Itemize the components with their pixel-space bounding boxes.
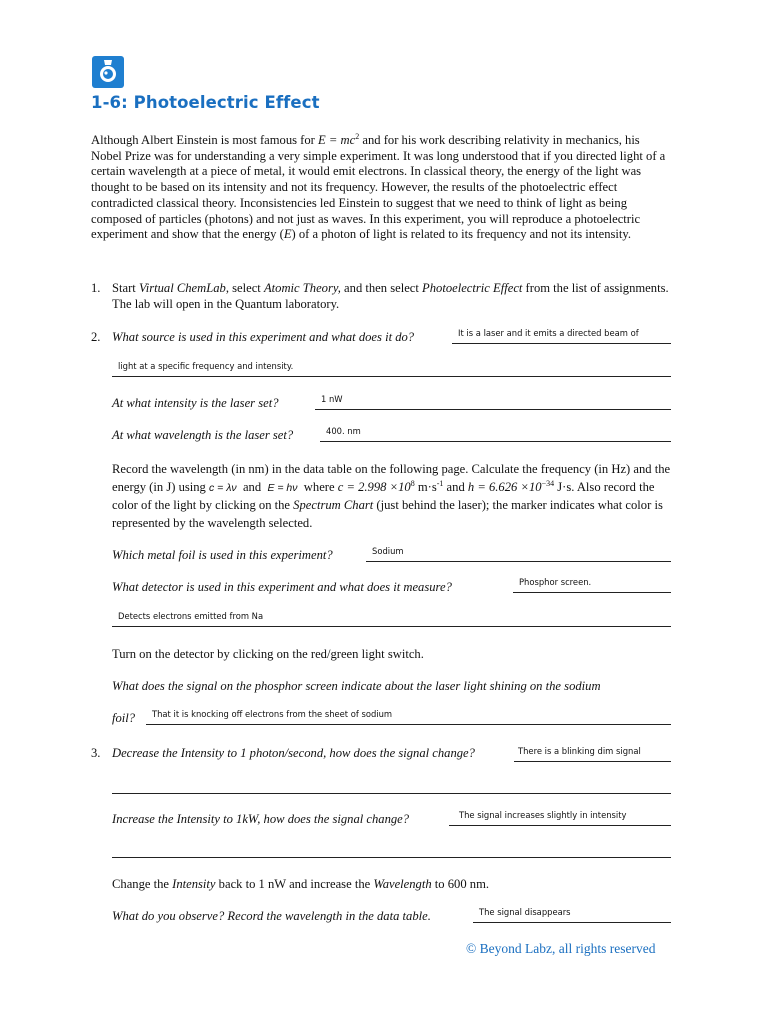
intro-paragraph <box>91 133 671 243</box>
page-title: 1-6: Photoelectric Effect <box>91 93 320 112</box>
photoelectric-effect-label: Photoelectric Effect <box>422 281 523 295</box>
intensity-label: Intensity <box>172 877 216 891</box>
answer-foil[interactable]: Sodium <box>366 546 671 562</box>
intro-text: and for his work describing relativity in mechanics, his Nobel Prize was for understanding a very simple experiment. It was long understood that if you directed light of a certain wavelength at a piece of metal, it would emit electrons. In classical theory, the energy of the light was thought to be based on its intensity and not its frequency. However, the results of the photoelectric effect contradicted classical theory. Inconsistencies led Einstein to suggest that we need to think of light as being composed of particles (photons) and not just as waves. In this experiment, you will reproduce a photoelectric experiment and show that the energy ( <box>91 133 666 242</box>
step-number: 3. <box>91 746 101 760</box>
change-instruction <box>112 877 489 893</box>
wavelength-label: Wavelength <box>373 877 432 891</box>
c-unit: m·s <box>414 479 437 494</box>
answer-detector-line2[interactable]: Detects electrons emitted from Na <box>112 611 671 627</box>
step-number: 1. <box>91 281 101 295</box>
h-exponent: −34 <box>541 478 555 488</box>
question-decrease-intensity: Decrease the Intensity to 1 photon/second, how does the signal change? <box>112 746 475 760</box>
step1-instructions <box>112 281 672 312</box>
answer-blank-line[interactable] <box>112 793 671 794</box>
answer-observe[interactable]: The signal disappears <box>473 907 671 923</box>
answer-source-line2[interactable]: light at a specific frequency and intensity. <box>112 361 671 377</box>
record-text: Record the wavelength (in nm) in the data table on the following page. Calculate the frequency (in Hz) and the energy (in J) using <box>112 462 671 494</box>
c-unit-exponent: -1 <box>436 478 444 488</box>
step-text: from the list of assignments. The lab will open in the Quantum laboratory. <box>112 281 669 311</box>
record-text: where <box>297 479 338 494</box>
intro-text: Although Albert Einstein is most famous for <box>91 133 319 147</box>
app-name: Virtual ChemLab <box>138 281 226 295</box>
question-detector: What detector is used in this experiment and what does it measure? <box>112 580 452 594</box>
answer-source-line1[interactable]: It is a laser and it emits a directed beam of <box>452 328 671 344</box>
question-increase-intensity: Increase the Intensity to 1kW, how does the signal change? <box>112 812 410 826</box>
change-text: back to 1 nW and increase the <box>215 877 374 891</box>
record-text: and <box>443 479 468 494</box>
spectrum-chart-label: Spectrum Chart <box>293 498 374 512</box>
question-signal: What does the signal on the phosphor screen indicate about the laser light shining on the sodium <box>112 679 601 693</box>
question-wavelength: At what wavelength is the laser set? <box>112 428 294 442</box>
answer-intensity[interactable]: 1 nW <box>315 394 671 410</box>
flask-logo-icon <box>92 56 124 88</box>
answer-wavelength[interactable]: 400. nm <box>320 426 671 442</box>
answer-decrease-intensity[interactable]: There is a blinking dim signal <box>514 746 671 762</box>
step-number: 2. <box>91 330 101 344</box>
record-instructions <box>112 461 672 532</box>
question-source: What source is used in this experiment and what does it do? <box>112 330 415 344</box>
copyright-footer: © Beyond Labz, all rights reserved <box>466 941 656 956</box>
answer-signal[interactable]: That it is knocking off electrons from the sheet of sodium <box>146 709 671 725</box>
frequency-equation: c = λν <box>209 481 237 494</box>
change-text: to 600 nm. <box>431 877 490 891</box>
record-text: (just behind the laser); the marker indicates what color is represented by the wavelength selected. <box>112 498 663 530</box>
planck-constant: h = 6.626 ×10 <box>467 479 542 494</box>
speed-of-light: c = 2.998 ×10 <box>337 479 411 494</box>
step-text: , select <box>225 281 264 295</box>
energy-symbol: E <box>283 227 292 242</box>
record-text: J·s. Also record the color of the light by clicking on the <box>112 479 655 512</box>
intro-text: ) of a photon of light is related to its frequency and not its intensity. <box>291 227 632 242</box>
step-text: and then select <box>340 281 423 295</box>
answer-blank-line[interactable] <box>112 857 671 858</box>
answer-detector-line1[interactable]: Phosphor screen. <box>513 577 671 593</box>
question-foil: Which metal foil is used in this experiment? <box>112 548 333 562</box>
change-text: Change the <box>112 877 173 891</box>
question-signal-end: foil? <box>112 711 136 725</box>
question-observe: What do you observe? Record the wavelength in the data table. <box>112 909 431 923</box>
einstein-formula: E = mc <box>318 133 356 147</box>
atomic-theory-label: Atomic Theory, <box>263 281 341 295</box>
formula-exponent: 2 <box>355 131 360 141</box>
record-text: and <box>236 479 268 494</box>
c-exponent: 8 <box>410 478 415 488</box>
energy-equation: E = hν <box>267 481 298 494</box>
question-intensity: At what intensity is the laser set? <box>112 396 279 410</box>
turn-on-instruction: Turn on the detector by clicking on the red/green light switch. <box>112 647 424 661</box>
step-text: Start <box>112 281 139 295</box>
answer-increase-intensity[interactable]: The signal increases slightly in intensity <box>449 810 671 826</box>
